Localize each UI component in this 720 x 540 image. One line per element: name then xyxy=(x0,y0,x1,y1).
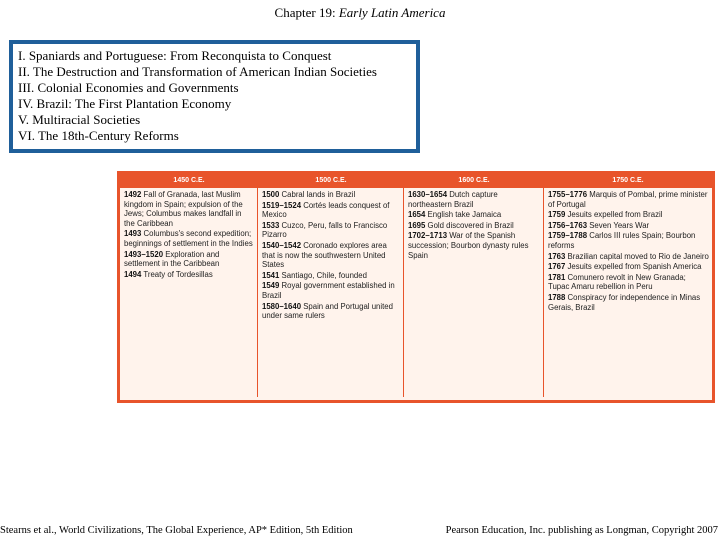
timeline-entry-date: 1756–1763 xyxy=(548,220,588,230)
outline-item: VI. The 18th-Century Reforms xyxy=(18,128,179,143)
outline-item: IV. Brazil: The First Plantation Economy xyxy=(18,96,232,111)
timeline-entry-text: Gold discovered in Brazil xyxy=(427,220,514,230)
timeline-entry xyxy=(124,229,254,248)
timeline-entry xyxy=(408,210,540,220)
chapter-title: Early Latin America xyxy=(338,5,446,20)
timeline-entry-date: 1580–1640 xyxy=(262,301,302,311)
timeline-entry-date: 1630–1654 xyxy=(408,190,448,199)
timeline-entry-text: Brazilian capital moved to Rio de Janeiro xyxy=(567,251,709,261)
timeline-column-1500 xyxy=(258,188,404,397)
timeline-column-1750 xyxy=(544,188,712,397)
timeline-entry xyxy=(124,270,254,280)
timeline-entry xyxy=(548,231,709,250)
timeline-entry xyxy=(408,190,540,209)
timeline-entry xyxy=(262,241,400,270)
outline-item: I. Spaniards and Portuguese: From Reconquista to Conquest xyxy=(18,48,332,63)
timeline-entry xyxy=(408,221,540,231)
timeline-entry-date: 1759 xyxy=(548,210,566,220)
timeline-entry xyxy=(548,210,709,220)
timeline-entry-text: Spain and Portugal united under same rulers xyxy=(262,301,393,321)
timeline-entry xyxy=(262,302,400,321)
timeline-entry-text: Cortés leads conquest of Mexico xyxy=(262,200,390,220)
timeline-entry-text: English take Jamaica xyxy=(427,210,502,220)
timeline-entry-date: 1492 xyxy=(124,190,142,199)
timeline-entry xyxy=(262,190,400,200)
timeline-entry-date: 1702–1713 xyxy=(408,231,448,241)
timeline-entry-text: Cuzco, Peru, falls to Francisco Pizarro xyxy=(262,220,388,240)
timeline-entry-date: 1533 xyxy=(262,220,280,230)
timeline-entry-text: Royal government established in Brazil xyxy=(262,281,395,300)
timeline-column-1450 xyxy=(120,188,258,397)
timeline-entry xyxy=(548,262,709,272)
outline-item: V. Multiracial Societies xyxy=(18,112,141,127)
timeline-entry-date: 1767 xyxy=(548,262,566,272)
timeline-entry-text: War of the Spanish succession; Bourbon dynasty rules Spain xyxy=(408,231,529,260)
timeline-entry xyxy=(548,190,709,209)
timeline-entry-date: 1549 xyxy=(262,281,280,291)
timeline-entry xyxy=(262,221,400,240)
timeline-header-1450: 1450 C.E. xyxy=(173,177,205,184)
timeline-entry-text: Carlos III rules Spain; Bourbon reforms xyxy=(548,231,696,250)
timeline-entry xyxy=(408,231,540,260)
timeline-entry-text: Seven Years War xyxy=(589,220,650,230)
timeline-entry-text: Dutch capture northeastern Brazil xyxy=(408,190,498,209)
timeline-entry xyxy=(262,281,400,300)
timeline-entry-date: 1494 xyxy=(124,269,142,279)
timeline-entry-text: Conspiracy for independence in Minas Gerais, Brazil xyxy=(548,292,701,312)
timeline-entry-date: 1755–1776 xyxy=(548,190,588,199)
timeline-entry-date: 1788 xyxy=(548,292,566,302)
timeline-entry-text: Exploration and settlement in the Caribbean xyxy=(124,249,220,269)
outline-item: II. The Destruction and Transformation of American Indian Societies xyxy=(18,64,377,79)
timeline-entry-text: Treaty of Tordesillas xyxy=(143,269,213,279)
timeline-entry-date: 1493 xyxy=(124,229,142,239)
timeline-entry xyxy=(262,271,400,281)
timeline-entry-text: Marquis of Pombal, prime minister of Portugal xyxy=(548,190,708,209)
timeline-entry-text: Columbus's second expedition; beginnings of settlement in the Indies xyxy=(124,229,253,248)
timeline-entry-text: Jesuits expelled from Spanish America xyxy=(567,262,702,272)
timeline-header-1600: 1600 C.E. xyxy=(458,177,490,184)
chapter-outline-box xyxy=(9,40,420,153)
timeline-entry-date: 1493–1520 xyxy=(124,249,164,259)
timeline-header-1750: 1750 C.E. xyxy=(612,177,644,184)
timeline-entry-date: 1763 xyxy=(548,251,566,261)
footer-citation: Stearns et al., World Civilizations, The Global Experience, AP* Edition, 5th Edition xyxy=(0,525,353,536)
timeline-entry-date: 1519–1524 xyxy=(262,200,302,210)
timeline-entry-text: Comunero revolt in New Granada; Tupac Amaru rebellion in Peru xyxy=(548,272,686,292)
timeline-header-row xyxy=(120,174,712,188)
timeline-entry-date: 1781 xyxy=(548,272,566,282)
timeline-entry xyxy=(548,221,709,231)
chapter-label: Chapter 19: xyxy=(274,5,339,20)
timeline-entry-text: Jesuits expelled from Brazil xyxy=(567,210,663,220)
timeline-entry xyxy=(124,250,254,269)
timeline-table xyxy=(117,171,715,403)
timeline-entry-date: 1654 xyxy=(408,210,426,220)
timeline-entry-date: 1541 xyxy=(262,270,280,280)
timeline-entry-text: Cabral lands in Brazil xyxy=(281,190,356,199)
timeline-entry xyxy=(548,252,709,262)
timeline-entry-date: 1695 xyxy=(408,220,426,230)
timeline-column-1600 xyxy=(404,188,544,397)
outline-item: III. Colonial Economies and Governments xyxy=(18,80,239,95)
slide-footer xyxy=(0,522,720,540)
timeline-entry-date: 1540–1542 xyxy=(262,240,302,250)
timeline-entry-text: Coronado explores area that is now the southwestern United States xyxy=(262,240,387,270)
timeline-entry-text: Santiago, Chile, founded xyxy=(281,270,367,280)
timeline-entry-date: 1759–1788 xyxy=(548,231,588,241)
timeline-entry-date: 1500 xyxy=(262,190,280,199)
timeline-entry-text: Fall of Granada, last Muslim kingdom in Spain; expulsion of the Jews; Columbus makes landfall in the Caribbean xyxy=(124,190,243,228)
timeline-entry xyxy=(124,190,254,228)
slide-header xyxy=(0,0,720,24)
timeline-header-1500: 1500 C.E. xyxy=(315,177,347,184)
timeline-entry xyxy=(548,293,709,312)
timeline-entry xyxy=(262,201,400,220)
footer-copyright: Pearson Education, Inc. publishing as Longman, Copyright 2007 xyxy=(445,525,718,536)
timeline-entry xyxy=(548,273,709,292)
